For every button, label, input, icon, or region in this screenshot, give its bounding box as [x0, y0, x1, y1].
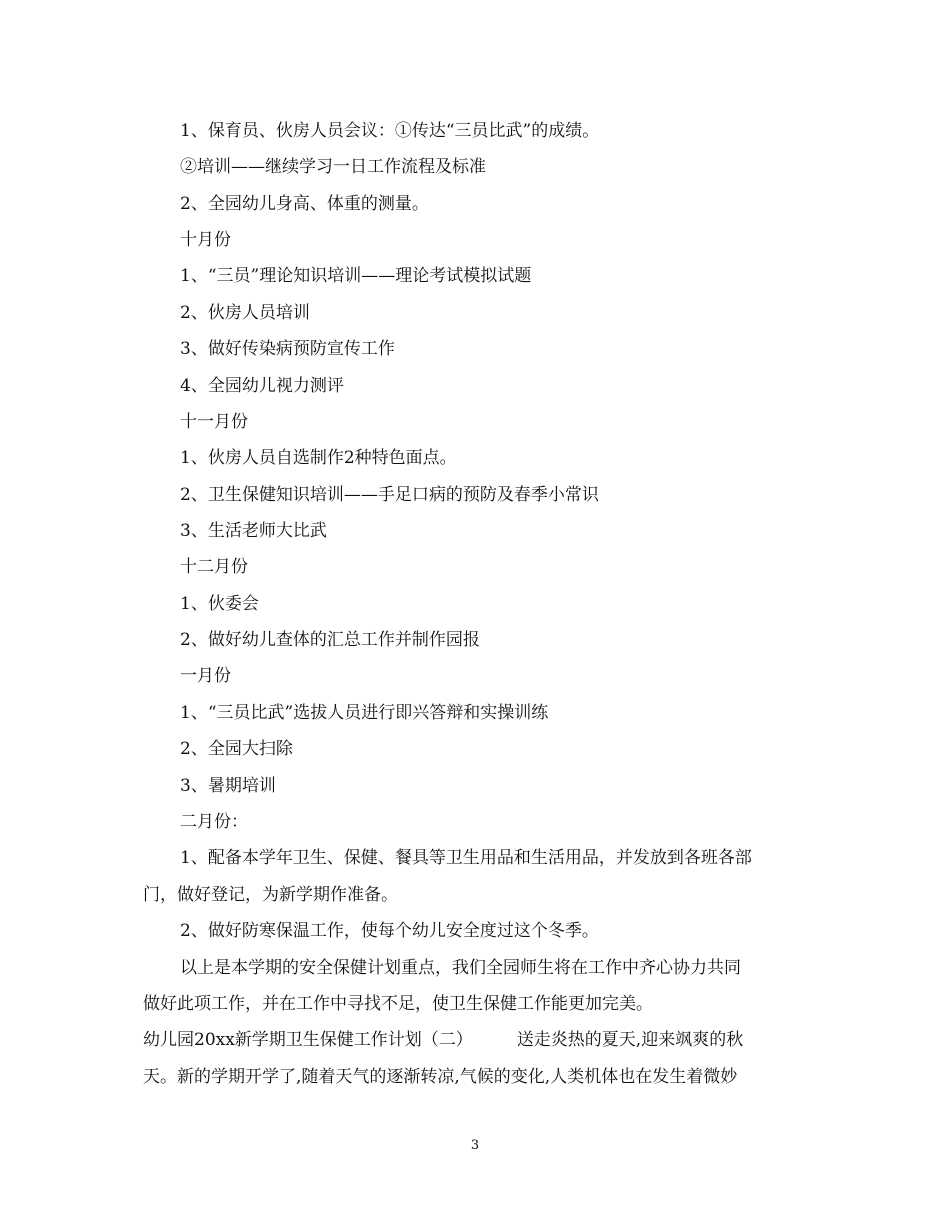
- section-heading: 十二月份: [180, 557, 248, 577]
- text-line: 1、保育员、伙房人员会议：①传达“三员比武”的成绩。: [180, 121, 600, 141]
- text-line: 1、伙委会: [180, 594, 259, 614]
- text-line: 1、“三员”理论知识培训——理论考试模拟试题: [180, 266, 532, 286]
- text-line: 2、全园大扫除: [180, 739, 293, 759]
- text-line: 2、卫生保健知识培训——手足口病的预防及春季小常识: [180, 485, 599, 505]
- text-line: 3、暑期培训: [180, 776, 276, 796]
- text-line: 2、做好幼儿查体的汇总工作并制作园报: [180, 630, 480, 650]
- text-line: 3、生活老师大比武: [180, 521, 327, 541]
- text-line: 2、全园幼儿身高、体重的测量。: [180, 194, 429, 214]
- text-line: 天。新的学期开学了,随着天气的逐渐转凉,气候的变化,人类机体也在发生着微妙: [143, 1067, 738, 1087]
- document-title: 幼儿园20xx新学期卫生保健工作计划（二）: [143, 1030, 473, 1050]
- text-line: 送走炎热的夏天,迎来飒爽的秋: [516, 1030, 744, 1050]
- page-number: 3: [470, 1138, 480, 1153]
- text-line: 2、做好防寒保温工作，使每个幼儿安全度过这个冬季。: [180, 921, 599, 941]
- section-heading: 一月份: [180, 666, 231, 686]
- text-line: 4、全园幼儿视力测评: [180, 376, 344, 396]
- text-line: [143, 1029, 743, 1051]
- text-line: 3、做好传染病预防宣传工作: [180, 339, 395, 359]
- text-line: 1、“三员比武”选拔人员进行即兴答辩和实操训练: [180, 703, 549, 723]
- text-line: 1、配备本学年卫生、保健、餐具等卫生用品和生活用品，并发放到各班各部: [180, 848, 752, 868]
- section-heading: 二月份：: [180, 812, 248, 832]
- text-line: 2、伙房人员培训: [180, 303, 310, 323]
- text-line: 以上是本学期的安全保健计划重点，我们全园师生将在工作中齐心协力共同: [180, 958, 741, 978]
- text-line: 门，做好登记，为新学期作准备。: [143, 885, 398, 905]
- section-heading: 十一月份: [180, 412, 248, 432]
- section-heading: 十月份: [180, 230, 231, 250]
- text-line: 1、伙房人员自选制作2种特色面点。: [180, 448, 457, 468]
- text-line: ②培训——继续学习一日工作流程及标准: [180, 157, 486, 177]
- text-line: 做好此项工作，并在工作中寻找不足，使卫生保健工作能更加完美。: [143, 994, 653, 1014]
